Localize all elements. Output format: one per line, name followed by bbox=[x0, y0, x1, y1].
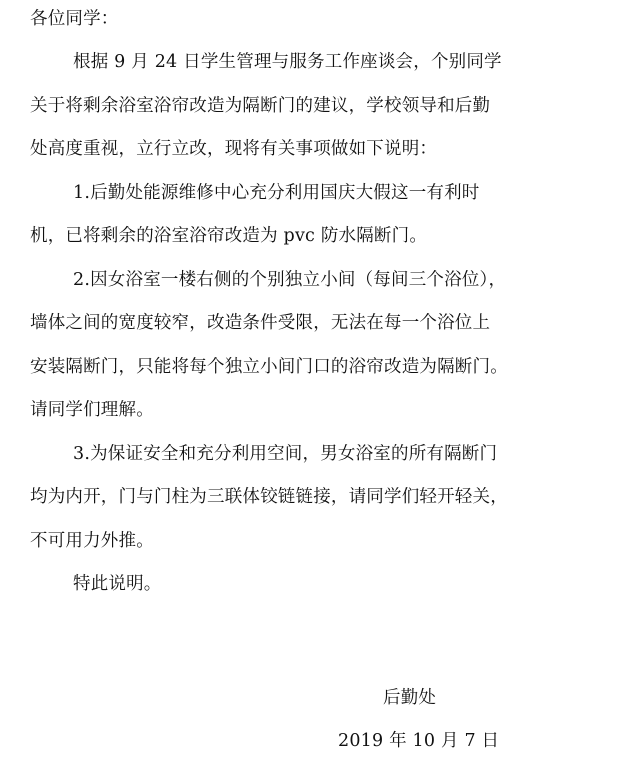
item-1-line-2: 机，已将剩余的浴室浴帘改造为 pvc 防水隔断门。 bbox=[30, 226, 428, 246]
item-3-line-3: 不可用力外推。 bbox=[30, 531, 154, 551]
greeting: 各位同学： bbox=[30, 9, 119, 29]
item-2-line-4: 请同学们理解。 bbox=[30, 400, 154, 420]
date: 2019 年 10 月 7 日 bbox=[338, 731, 500, 751]
paragraph-1-line-2: 关于将剩余浴室浴帘改造为隔断门的建议，学校领导和后勤 bbox=[30, 96, 491, 116]
signer: 后勤处 bbox=[383, 688, 437, 708]
item-2-line-3: 安装隔断门，只能将每个独立小间门口的浴帘改造为隔断门。 bbox=[30, 357, 508, 377]
item-2-line-1: 2.因女浴室一楼右侧的个别独立小间（每间三个浴位）， bbox=[73, 270, 507, 290]
item-3-line-1: 3.为保证安全和充分利用空间，男女浴室的所有隔断门 bbox=[73, 444, 498, 464]
closing-statement: 特此说明。 bbox=[73, 574, 162, 594]
item-2-line-2: 墙体之间的宽度较窄，改造条件受限，无法在每一个浴位上 bbox=[30, 313, 491, 333]
paragraph-1-line-1: 根据 9 月 24 日学生管理与服务工作座谈会，个别同学 bbox=[73, 52, 502, 72]
paragraph-1-line-3: 处高度重视，立行立改，现将有关事项做如下说明： bbox=[30, 139, 438, 159]
item-3-line-2: 均为内开，门与门柱为三联体铰链链接，请同学们轻开轻关， bbox=[30, 487, 508, 507]
item-1-line-1: 1.后勤处能源维修中心充分利用国庆大假这一有利时 bbox=[73, 183, 480, 203]
